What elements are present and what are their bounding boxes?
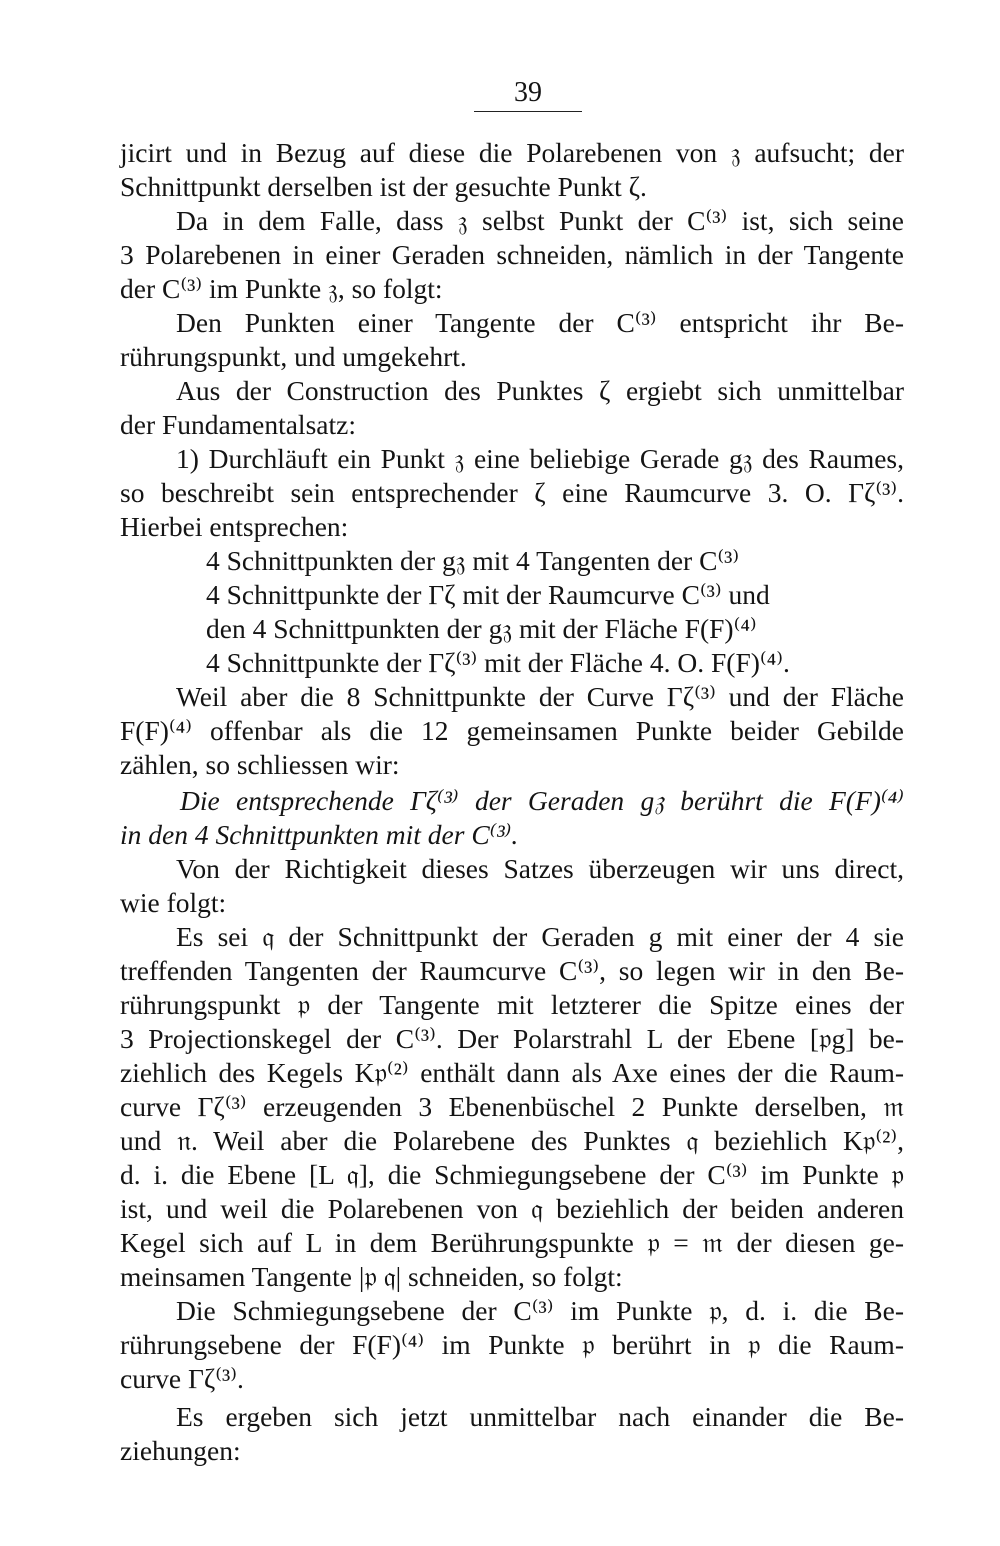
text-line: und 𝔫. Weil aber die Polarebene des Punktes 𝔮 beziehlich K𝔭⁽²⁾, — [120, 1125, 904, 1156]
text-line: der Fundamentalsatz: — [120, 409, 356, 440]
page-number-rule — [474, 111, 582, 112]
page-number: 39 — [514, 77, 542, 108]
text-line: Es ergeben sich jetzt unmittelbar nach einander die Be- — [176, 1401, 904, 1432]
text-line: Den Punkten einer Tangente der C⁽³⁾ entspricht ihr Be- — [176, 307, 904, 338]
text-line: Kegel sich auf L in dem Berührungspunkte 𝔭 = 𝔪 der diesen ge- — [120, 1227, 904, 1258]
text-line: Die Schmiegungsebene der C⁽³⁾ im Punkte 𝔭, d. i. die Be- — [176, 1295, 904, 1326]
text-line: F(F)⁽⁴⁾ offenbar als die 12 gemeinsamen Punkte beider Gebilde — [120, 715, 904, 746]
text-line: rührungspunkt 𝔭 der Tangente mit letzterer die Spitze eines der — [120, 989, 904, 1020]
text-line: 4 Schnittpunkten der g𝔷 mit 4 Tangenten der C⁽³⁾ — [206, 545, 740, 576]
theorem-line: in den 4 Schnittpunkten mit der C⁽³⁾. — [120, 819, 519, 850]
text-line: Da in dem Falle, dass 𝔷 selbst Punkt der C⁽³⁾ ist, sich seine — [176, 205, 904, 236]
text-line: 1) Durchläuft ein Punkt 𝔷 eine beliebige Gerade g𝔷 des Raumes, — [176, 443, 904, 474]
text-line: ziehungen: — [120, 1435, 241, 1466]
text-line: der C⁽³⁾ im Punkte 𝔷, so folgt: — [120, 273, 443, 304]
text-line: 4 Schnittpunkte der Γζ mit der Raumcurve C⁽³⁾ und — [206, 579, 770, 610]
text-line: so beschreibt sein entsprechender ζ eine Raumcurve 3. O. Γζ⁽³⁾. — [120, 477, 904, 508]
text-line: ziehlich des Kegels K𝔭⁽²⁾ enthält dann als Axe eines der die Raum- — [120, 1057, 904, 1088]
text-line: Weil aber die 8 Schnittpunkte der Curve Γζ⁽³⁾ und der Fläche — [176, 681, 904, 712]
text-line: treffenden Tangenten der Raumcurve C⁽³⁾, so legen wir in den Be- — [120, 955, 904, 986]
text-line: Es sei 𝔮 der Schnittpunkt der Geraden g mit einer der 4 sie — [176, 921, 904, 952]
text-line: zählen, so schliessen wir: — [120, 749, 400, 780]
text-line: 4 Schnittpunkte der Γζ⁽³⁾ mit der Fläche 4. O. F(F)⁽⁴⁾. — [206, 647, 790, 678]
text-line: 3 Polarebenen in einer Geraden schneiden, nämlich in der Tangente — [120, 239, 904, 270]
text-line: Von der Richtigkeit dieses Satzes überzeugen wir uns direct, — [176, 853, 904, 884]
text-line: den 4 Schnittpunkten der g𝔷 mit der Fläche F(F)⁽⁴⁾ — [206, 613, 757, 644]
text-line: d. i. die Ebene [L 𝔮], die Schmiegungsebene der C⁽³⁾ im Punkte 𝔭 — [120, 1159, 904, 1190]
text-line: Aus der Construction des Punktes ζ ergiebt sich unmittelbar — [176, 375, 904, 406]
text-line: Schnittpunkt derselben ist der gesuchte Punkt ζ. — [120, 171, 647, 202]
text-line: Hierbei entsprechen: — [120, 511, 349, 542]
text-line: meinsamen Tangente |𝔭 𝔮| schneiden, so folgt: — [120, 1261, 623, 1292]
text-line: 3 Projectionskegel der C⁽³⁾. Der Polarstrahl L der Ebene [𝔭g] be- — [120, 1023, 904, 1054]
text-line: rührungspunkt, und umgekehrt. — [120, 341, 467, 372]
text-line: jicirt und in Bezug auf diese die Polarebenen von 𝔷 aufsucht; der — [120, 137, 904, 168]
text-line: ist, und weil die Polarebenen von 𝔮 beziehlich der beiden anderen — [120, 1193, 904, 1224]
text-line: rührungsebene der F(F)⁽⁴⁾ im Punkte 𝔭 berührt in 𝔭 die Raum- — [120, 1329, 904, 1360]
text-line: wie folgt: — [120, 887, 227, 918]
text-line: curve Γζ⁽³⁾ erzeugenden 3 Ebenenbüschel 2 Punkte derselben, 𝔪 — [120, 1091, 904, 1122]
text-line: curve Γζ⁽³⁾. — [120, 1363, 244, 1394]
theorem-line: Die entsprechende Γζ⁽³⁾ der Geraden g𝔷 berührt die F(F)⁽⁴⁾ — [180, 785, 904, 816]
